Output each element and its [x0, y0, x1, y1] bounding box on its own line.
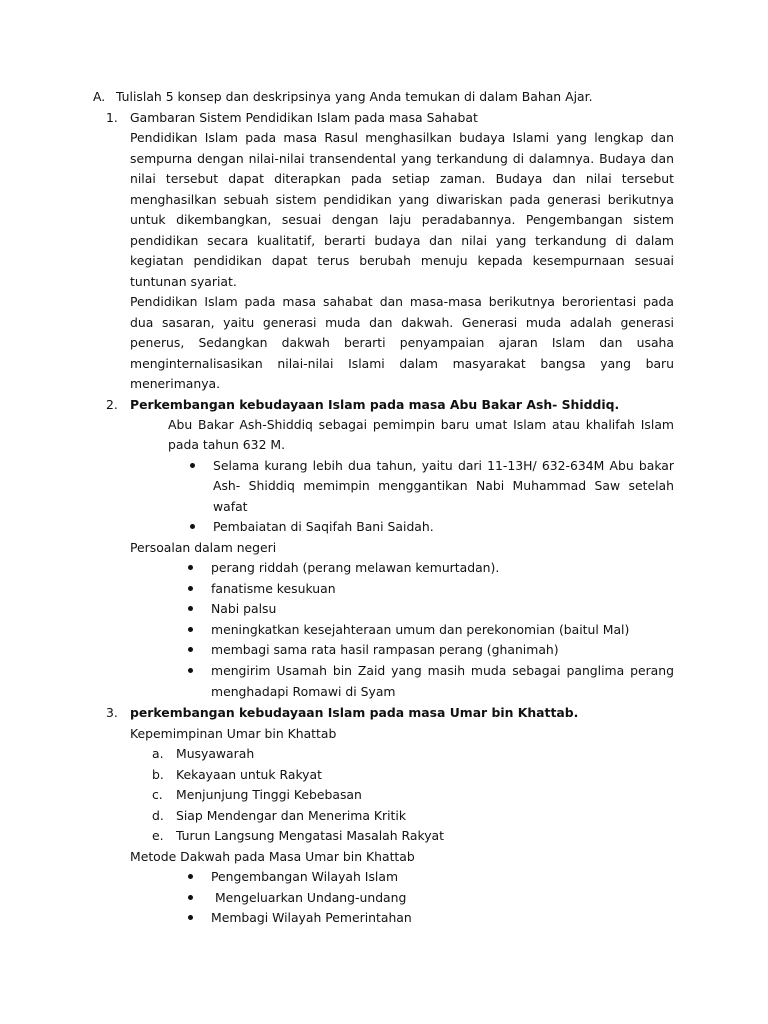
paragraph-line: nilai tersebut dapat diterapkan pada setiap zaman. Budaya dan nilai tersebut — [130, 171, 674, 186]
item-2-title: Perkembangan kebudayaan Islam pada masa Abu Bakar Ash- Shiddiq. — [130, 397, 620, 412]
subheading: Kepemimpinan Umar bin Khattab — [130, 726, 337, 741]
bullet-icon — [188, 627, 193, 632]
heading-text: Tulislah 5 konsep dan deskripsinya yang Anda temukan di dalam Bahan Ajar. — [116, 89, 593, 104]
bullet-icon — [188, 647, 193, 652]
paragraph-line: sempurna dengan nilai-nilai transendental yang terkandung di dalamnya. Budaya dan — [130, 151, 674, 166]
list-marker: e. — [152, 828, 164, 843]
bullet-icon — [190, 463, 195, 468]
heading-marker: A. — [93, 89, 106, 104]
item-1-title: Gambaran Sistem Pendidikan Islam pada masa Sahabat — [130, 110, 478, 125]
paragraph-line: pendidikan secara kualitatif, berarti budaya dan nilai yang terkandung di dalam — [130, 233, 674, 248]
bullet-icon — [188, 895, 193, 900]
paragraph-line: tuntunan syariat. — [130, 274, 237, 289]
bullet-line: Selama kurang lebih dua tahun, yaitu dari 11-13H/ 632-634M Abu bakar — [213, 458, 674, 473]
list-marker: c. — [152, 787, 163, 802]
bullet-line: membagi sama rata hasil rampasan perang (ghanimah) — [211, 642, 559, 657]
paragraph-line: menerimanya. — [130, 376, 221, 391]
bullet-line: menghadapi Romawi di Syam — [211, 684, 396, 699]
bullet-line: wafat — [213, 499, 248, 514]
bullet-icon — [188, 668, 193, 673]
bullet-line: Pembaiatan di Saqifah Bani Saidah. — [213, 519, 434, 534]
bullet-icon — [188, 565, 193, 570]
list-item: Turun Langsung Mengatasi Masalah Rakyat — [176, 828, 444, 843]
paragraph-line: untuk dikembangkan, sesuai dengan laju peradabannya. Pengembangan sistem — [130, 212, 674, 227]
bullet-icon — [188, 874, 193, 879]
list-item: Siap Mendengar dan Menerima Kritik — [176, 808, 407, 823]
item-1-marker: 1. — [106, 110, 118, 125]
paragraph-line: kegiatan pendidikan dapat terus berubah menuju kepada kesempurnaan sesuai — [130, 253, 674, 268]
list-item: Menjunjung Tinggi Kebebasan — [176, 787, 362, 802]
bullet-line: mengirim Usamah bin Zaid yang masih muda sebagai panglima perang — [211, 663, 674, 678]
bullet-line: Membagi Wilayah Pemerintahan — [211, 910, 412, 925]
list-marker: d. — [152, 808, 164, 823]
paragraph-line: menghasilkan sebuah sistem pendidikan yang diwariskan pada generasi berikutnya — [130, 192, 674, 207]
intro-line: pada tahun 632 M. — [168, 437, 286, 452]
bullet-line: fanatisme kesukuan — [211, 581, 336, 596]
paragraph-line: Pendidikan Islam pada masa sahabat dan masa-masa berikutnya berorientasi pada — [130, 294, 674, 309]
list-item: Kekayaan untuk Rakyat — [176, 767, 322, 782]
paragraph-line: penerus, Sedangkan dakwah berarti penyampaian ajaran Islam dan usaha — [130, 335, 674, 350]
item-2-marker: 2. — [106, 397, 118, 412]
item-3-title: perkembangan kebudayaan Islam pada masa Umar bin Khattab. — [130, 705, 579, 720]
bullet-icon — [190, 524, 195, 529]
paragraph-line: dua sasaran, yaitu generasi muda dan dakwah. Generasi muda adalah generasi — [130, 315, 674, 330]
subheading: Persoalan dalam negeri — [130, 540, 277, 555]
list-marker: b. — [152, 767, 164, 782]
list-item: Musyawarah — [176, 746, 255, 761]
bullet-icon — [188, 586, 193, 591]
item-3-marker: 3. — [106, 705, 118, 720]
intro-line: Abu Bakar Ash-Shiddiq sebagai pemimpin baru umat Islam atau khalifah Islam — [168, 417, 674, 432]
list-marker: a. — [152, 746, 164, 761]
bullet-line: Pengembangan Wilayah Islam — [211, 869, 399, 884]
bullet-line: Nabi palsu — [211, 601, 277, 616]
bullet-line: perang riddah (perang melawan kemurtadan). — [211, 560, 500, 575]
paragraph-line: Pendidikan Islam pada masa Rasul menghasilkan budaya Islami yang lengkap dan — [130, 130, 674, 145]
bullet-icon — [188, 606, 193, 611]
paragraph-line: menginternalisasikan nilai-nilai Islami dalam masyarakat bangsa yang baru — [130, 356, 674, 371]
bullet-line: Ash- Shiddiq memimpin menggantikan Nabi Muhammad Saw setelah — [213, 478, 674, 493]
bullet-line: Mengeluarkan Undang-undang — [211, 890, 407, 905]
bullet-line: meningkatkan kesejahteraan umum dan perekonomian (baitul Mal) — [211, 622, 630, 637]
bullet-icon — [188, 915, 193, 920]
subheading: Metode Dakwah pada Masa Umar bin Khattab — [130, 849, 415, 864]
